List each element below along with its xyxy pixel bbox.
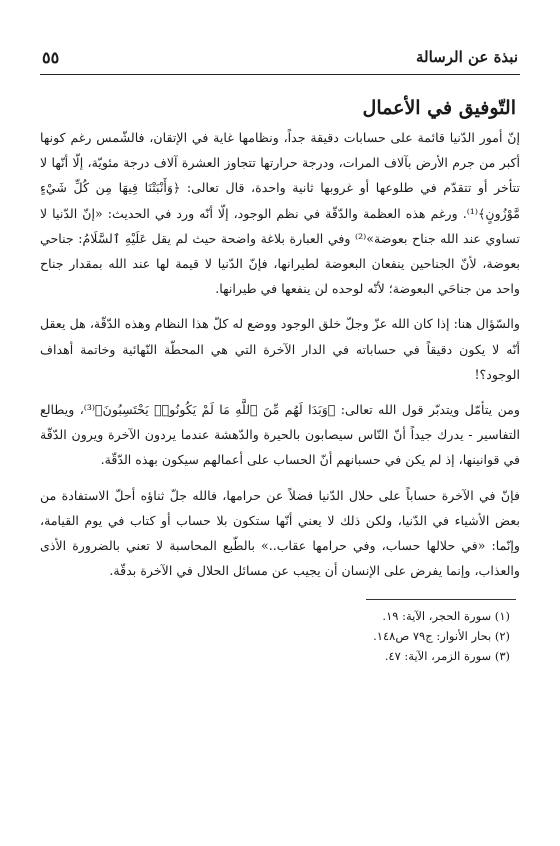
paragraph-4: فإنّ في الآخرة حساباً على حلال الدّنيا فضلاً عن حرامها، فالله جلّ ثناؤه أحلّ الاستفادة من بعض الأشياء في الدّنيا، ولكن ذلك لا يعني أنّها ستكون بلا حساب أو كتاب في يوم القيامة، وإنّما: «في حلالها حساب، وفي حرامها عقاب..» بالطّبع المحاسبة لا تعني بالضرورة الأذى والعذاب، وإنما يفرض على الإنسان أن يجيب عن مسائل الحلال في الآخرة بدقّة. (40, 487, 520, 579)
footnote-1: (١) سورة الحجر، الآية: ١٩. (382, 609, 510, 624)
paragraph-3: ومن يتأمّل ويتدبّر قول الله تعالى: ﴿وَبَدَا لَهُم مِّنَ ٱللَّهِ مَا لَمْ يَكُونُوا۟ يَحْتَسِبُونَ﴾⁽³⁾، ويطالع التفاسير - يدرك جيداً أنّ النّاس سيصابون بالحيرة والدّهشة عندما يردون الآخرة ويرون الدّقّة في قوانينها، إذ لم يكن في حسبانهم أنّ الحساب على أعمالهم سيكون بهذه الدّقّة. (40, 402, 520, 468)
footnote-divider (366, 599, 516, 600)
paragraph-2: والسّؤال هنا: إذا كان الله عزّ وجلّ خلق الوجود ووضع له كلّ هذا النظام وهذه الدّقّة، هل يعقل أنّه لا يكون دقيقاً في حساباته في الدار الآخرة التي هي المحطّة النّهائية وخاتمة أهداف الوجود؟! (40, 316, 520, 382)
paragraph-1: إنّ أمور الدّنيا قائمة على حسابات دقيقة جداً، ونظامها غاية في الإتقان، فالشّمس رغم كونها أكبر من جرم الأرض بآلاف المرات، ودرجة حرارتها تتجاوز العشرة آلاف درجة مئويّة، إلّا أنّها لا تتأخر أو تتقدّم في طلوعها أو غروبها ثانية واحدة، قال تعالى: ﴿وَأَنْبَتْنَا فِيهَا مِن كُلِّ شَيْءٍ مَّوْزُونٍ﴾⁽¹⁾. ورغم هذه العظمة والدّقّة في نظم الوجود، إلّا أنّه ورد في الحديث: «إنّ الدّنيا لا تساوي عند الله جناح بعوضة»⁽²⁾ وفي العبارة بلاغة واضحة حيث لم يقل عَلَيْهِ ٱلسَّلَامُ: جناحي بعوضة، لأنّ الجناحين ينفعان البعوضة لطيرانها، فإنّ الدّنيا لا قيمة لها عند الله بمقدار جناح واحد من جناحَي البعوضة؛ لأنّه لوحده لن ينفعها في طيرانها. (40, 130, 521, 297)
footnote-3: (٣) سورة الزمر، الآية: ٤٧. (384, 649, 510, 664)
page-header (40, 40, 520, 75)
running-title: نبذة عن الرسالة (415, 48, 518, 66)
footnote-2: (٢) بحار الأنوار: ج٧٩ ص١٤٨. (373, 629, 510, 644)
section-title: التّوفيق في الأعمال (362, 97, 516, 119)
footnotes-list (40, 606, 520, 666)
page-number: ٥٥ (42, 47, 60, 67)
